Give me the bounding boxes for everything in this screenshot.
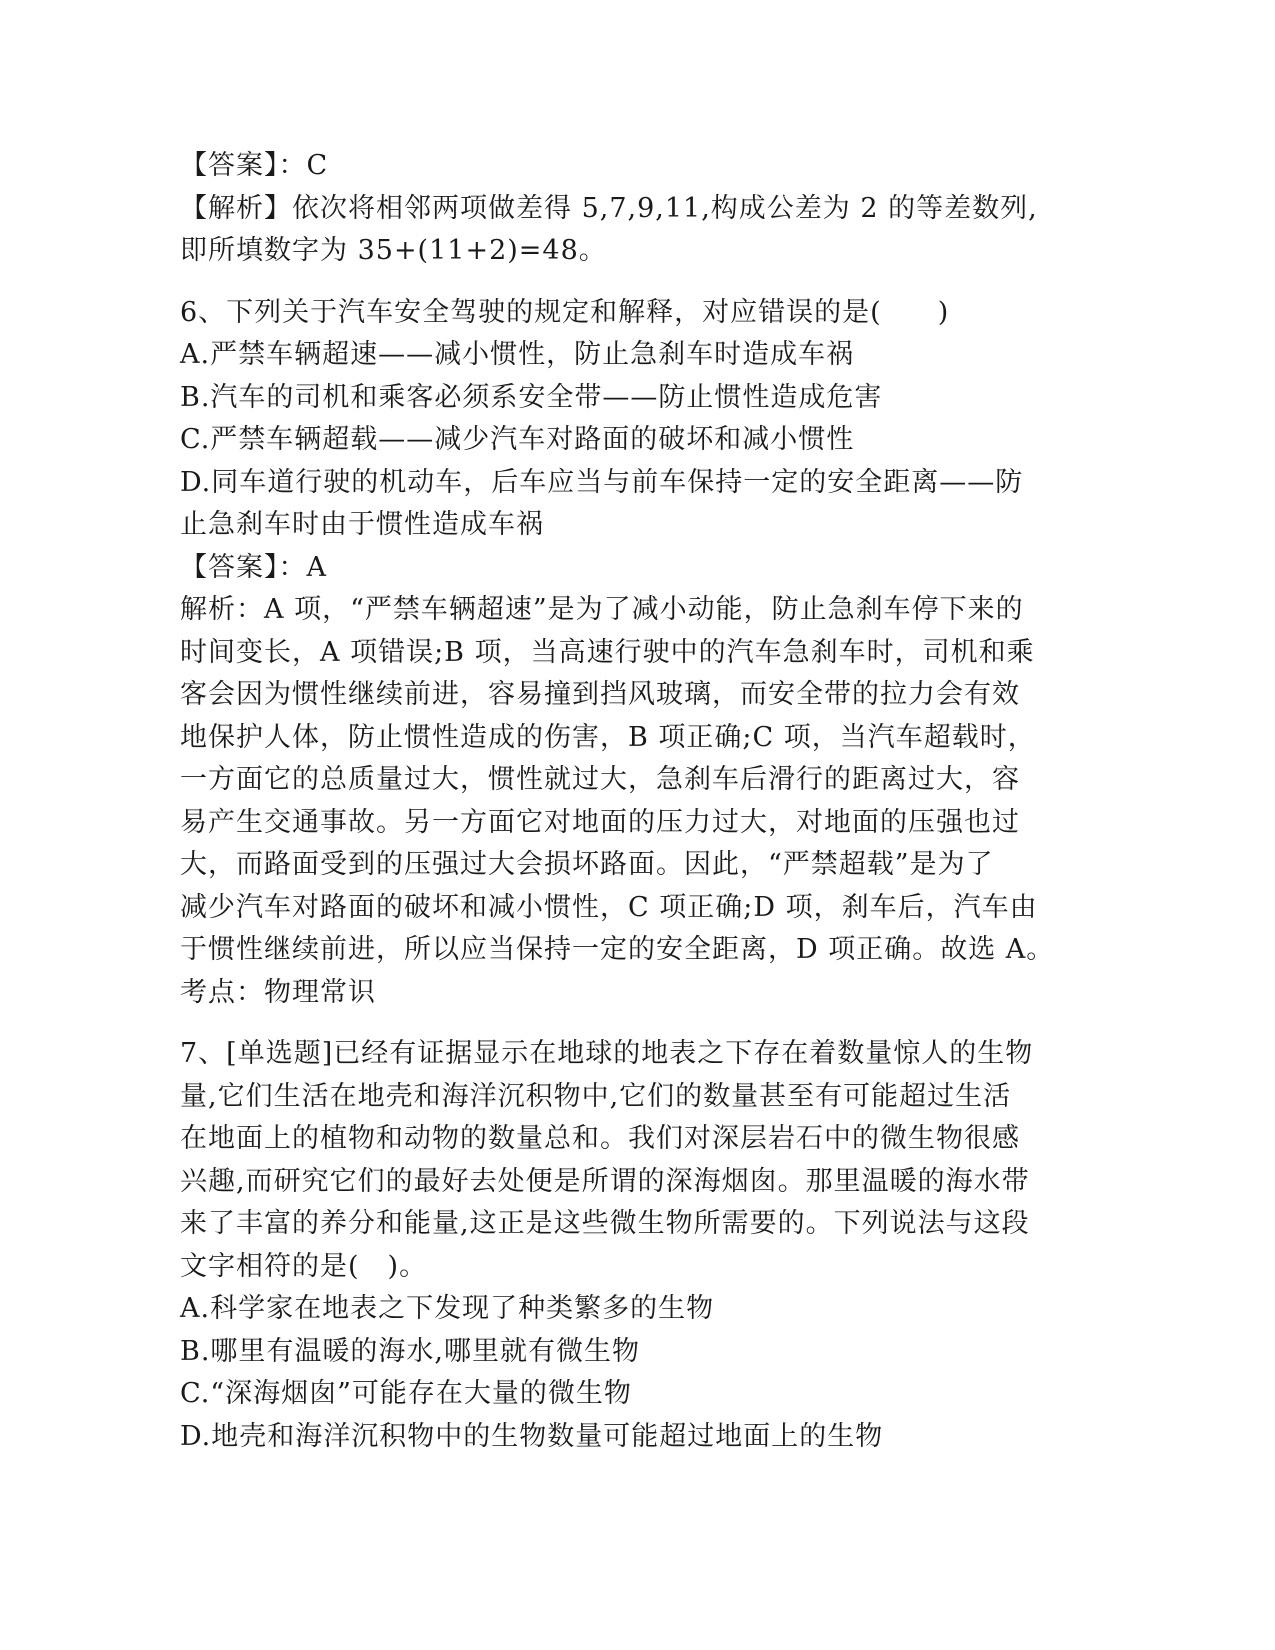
option-d-continued: 止急刹车时由于惯性造成车祸 bbox=[180, 509, 544, 540]
question-5-answer-block bbox=[180, 145, 1100, 273]
question-stem-line: 7、[单选题]已经有证据显示在地球的地表之下存在着数量惊人的生物 bbox=[180, 1038, 1034, 1069]
option-c: C.严禁车辆超载——减少汽车对路面的破坏和减小惯性 bbox=[180, 424, 855, 455]
analysis-line: 减少汽车对路面的破坏和减小惯性，C 项正确;D 项，刹车后，汽车由 bbox=[180, 891, 1038, 923]
answer-line: 【答案】：A bbox=[180, 551, 327, 583]
spacer bbox=[180, 273, 1100, 292]
analysis-line: 大，而路面受到的压强过大会损坏路面。因此，“严禁超载”是为了 bbox=[180, 849, 994, 880]
option-a: A.科学家在地表之下发现了种类繁多的生物 bbox=[180, 1293, 715, 1324]
option-b: B.汽车的司机和乘客必须系安全带——防止惯性造成危害 bbox=[180, 381, 883, 413]
analysis-line: 地保护人体，防止惯性造成的伤害，B 项正确;C 项，当汽车超载时， bbox=[180, 721, 1036, 753]
analysis-line: 于惯性继续前进，所以应当保持一定的安全距离，D 项正确。故选 A。 bbox=[180, 934, 1055, 965]
question-stem-line: 来了丰富的养分和能量,这正是这些微生物所需要的。下列说法与这段 bbox=[180, 1208, 1030, 1239]
question-stem-line: 兴趣,而研究它们的最好去处便是所谓的深海烟囱。那里温暖的海水带 bbox=[180, 1165, 1030, 1197]
question-stem-line: 量,它们生活在地壳和海洋沉积物中,它们的数量甚至有可能超过生活 bbox=[180, 1080, 1012, 1112]
question-stem: 6、下列关于汽车安全驾驶的规定和解释，对应错误的是( ) bbox=[180, 296, 950, 328]
keypoint-line: 考点：物理常识 bbox=[180, 976, 376, 1008]
question-stem-line: 在地面上的植物和动物的数量总和。我们对深层岩石中的微生物很感 bbox=[180, 1123, 1020, 1154]
analysis-line: 时间变长，A 项错误;B 项，当高速行驶中的汽车急刹车时，司机和乘 bbox=[180, 636, 1035, 668]
option-c: C.“深海烟囱”可能存在大量的微生物 bbox=[180, 1378, 632, 1409]
question-6-block bbox=[180, 292, 1100, 1015]
analysis-line: 客会因为惯性继续前进，容易撞到挡风玻璃，而安全带的拉力会有效 bbox=[180, 679, 1020, 710]
option-d: D.同车道行驶的机动车，后车应当与前车保持一定的安全距离——防 bbox=[180, 466, 1024, 498]
option-b: B.哪里有温暖的海水,哪里就有微生物 bbox=[180, 1335, 641, 1367]
question-7-block bbox=[180, 1033, 1100, 1458]
analysis-line: 【解析】依次将相邻两项做差得 5,7,9,11,构成公差为 2 的等差数列, bbox=[180, 192, 1038, 224]
option-d: D.地壳和海洋沉积物中的生物数量可能超过地面上的生物 bbox=[180, 1420, 884, 1452]
spacer bbox=[180, 1014, 1100, 1033]
analysis-line: 易产生交通事故。另一方面它对地面的压力过大，对地面的压强也过 bbox=[180, 806, 1020, 838]
analysis-line: 解析：A 项，“严禁车辆超速”是为了减小动能，防止急刹车停下来的 bbox=[180, 594, 1024, 625]
analysis-line: 一方面它的总质量过大，惯性就过大，急刹车后滑行的距离过大，容 bbox=[180, 764, 1020, 795]
analysis-line: 即所填数字为 35+(11+2)=48。 bbox=[180, 235, 607, 266]
answer-line: 【答案】：C bbox=[180, 150, 329, 181]
document-page bbox=[180, 145, 1100, 1458]
question-stem-line: 文字相符的是( )。 bbox=[180, 1250, 428, 1282]
option-a: A.严禁车辆超速——减小惯性，防止急刹车时造成车祸 bbox=[180, 339, 855, 370]
